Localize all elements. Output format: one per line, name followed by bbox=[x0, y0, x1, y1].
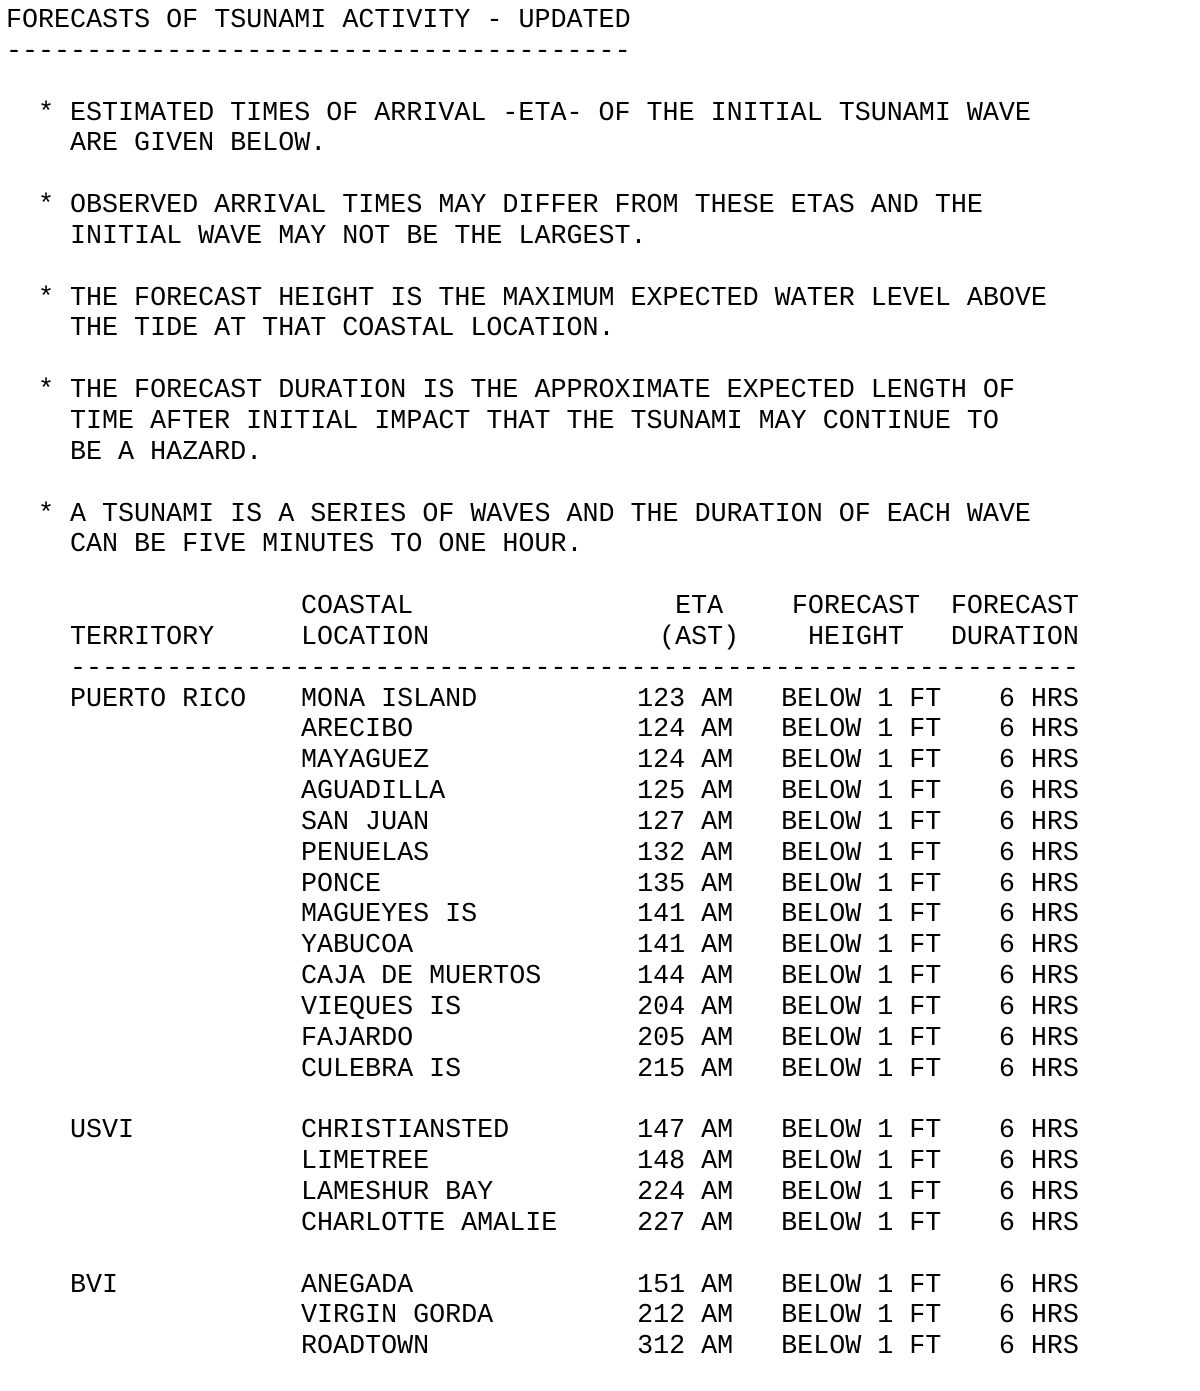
location-cell: CHRISTIANSTED bbox=[301, 1116, 510, 1147]
duration-cell: 6 HRS bbox=[998, 1178, 1079, 1209]
duration-cell: 6 HRS bbox=[998, 962, 1079, 993]
eta-cell: 204 AM bbox=[637, 993, 734, 1023]
height-cell: BELOW 1 FT bbox=[781, 1147, 942, 1178]
territory-cell bbox=[70, 962, 301, 993]
duration-cell: 6 HRS bbox=[998, 869, 1079, 900]
bullet-text: THE FORECAST DURATION IS THE APPROXIMATE EXPECTED LENGTH OF TIME AFTER INITIAL IMPACT THAT THE TSUNAMI MAY CONTINUE TO BE A HAZARD. bbox=[70, 376, 1015, 468]
title-rule: --------------------------------------- bbox=[6, 36, 631, 67]
spacer bbox=[6, 345, 1194, 376]
eta-cell: 147 AM bbox=[637, 1116, 734, 1147]
location-cell: VIEQUES IS bbox=[301, 993, 462, 1023]
bullet-text: THE FORECAST HEIGHT IS THE MAXIMUM EXPECTED WATER LEVEL ABOVE THE TIDE AT THAT COASTAL LOCATION. bbox=[70, 283, 1047, 345]
table-row bbox=[70, 993, 1079, 1024]
table-row bbox=[70, 1209, 1079, 1240]
height-cell: BELOW 1 FT bbox=[781, 1208, 942, 1239]
bullet-text: A TSUNAMI IS A SERIES OF WAVES AND THE DURATION OF EACH WAVE CAN BE FIVE MINUTES TO ONE HOUR. bbox=[70, 499, 1031, 561]
height-cell: BELOW 1 FT bbox=[781, 962, 942, 993]
duration-cell: 6 HRS bbox=[998, 931, 1079, 962]
territory-cell bbox=[70, 900, 301, 931]
location-cell: MAYAGUEZ bbox=[301, 746, 430, 777]
territory-cell bbox=[70, 808, 301, 839]
eta-cell: 141 AM bbox=[637, 931, 734, 962]
duration-cell: 6 HRS bbox=[998, 1054, 1079, 1085]
header-eta-top: ETA bbox=[675, 592, 724, 623]
location-cell: PENUELAS bbox=[301, 838, 430, 869]
location-cell: ARECIBO bbox=[301, 715, 414, 746]
duration-cell: 6 HRS bbox=[998, 1270, 1079, 1301]
table-header-row bbox=[70, 623, 1079, 654]
location-cell: CHARLOTTE AMALIE bbox=[301, 1208, 558, 1239]
eta-cell: 141 AM bbox=[637, 900, 734, 931]
table-rule: --------------------------------------------------------------- bbox=[70, 653, 1079, 684]
eta-cell: 212 AM bbox=[637, 1301, 734, 1332]
bullet-item bbox=[6, 500, 1194, 562]
duration-cell: 6 HRS bbox=[998, 777, 1079, 808]
eta-cell: 148 AM bbox=[637, 1147, 734, 1178]
duration-cell: 6 HRS bbox=[998, 1023, 1079, 1054]
table-row bbox=[70, 1055, 1079, 1086]
territory-cell bbox=[70, 1301, 301, 1332]
eta-cell: 312 AM bbox=[637, 1332, 734, 1363]
header-duration-top: FORECAST bbox=[950, 592, 1079, 623]
table-row bbox=[70, 1271, 1079, 1302]
spacer bbox=[6, 469, 1194, 500]
duration-cell: 6 HRS bbox=[998, 1208, 1079, 1239]
height-cell: BELOW 1 FT bbox=[781, 777, 942, 808]
spacer bbox=[70, 1086, 1079, 1117]
bullet-text: OBSERVED ARRIVAL TIMES MAY DIFFER FROM THESE ETAS AND THE INITIAL WAVE MAY NOT BE THE LARGEST. bbox=[70, 191, 983, 252]
table-row bbox=[70, 1332, 1079, 1363]
table-row bbox=[70, 777, 1079, 808]
forecast-body bbox=[70, 685, 1079, 1364]
height-cell: BELOW 1 FT bbox=[781, 1023, 942, 1054]
bullet-item bbox=[6, 376, 1194, 469]
territory-cell bbox=[70, 1147, 301, 1178]
spacer bbox=[6, 160, 1194, 191]
height-cell: BELOW 1 FT bbox=[781, 1178, 942, 1209]
header-height-top: FORECAST bbox=[791, 592, 921, 623]
eta-cell: 125 AM bbox=[637, 777, 734, 808]
height-cell: BELOW 1 FT bbox=[781, 684, 942, 715]
eta-cell: 127 AM bbox=[637, 807, 734, 838]
spacer bbox=[70, 1240, 1079, 1271]
duration-cell: 6 HRS bbox=[998, 715, 1079, 746]
height-cell: BELOW 1 FT bbox=[781, 1332, 942, 1363]
height-cell: BELOW 1 FT bbox=[781, 869, 942, 900]
duration-cell: 6 HRS bbox=[998, 1116, 1079, 1147]
bullet-item bbox=[6, 99, 1194, 161]
header-location-top: COASTAL bbox=[301, 592, 414, 623]
table-row bbox=[70, 1178, 1079, 1209]
territory-cell bbox=[70, 777, 301, 808]
table-row bbox=[70, 1116, 1079, 1147]
duration-cell: 6 HRS bbox=[998, 684, 1079, 715]
bullet-marker: * bbox=[38, 98, 55, 129]
table-row bbox=[70, 746, 1079, 777]
table-row bbox=[70, 808, 1079, 839]
header-territory-top bbox=[70, 592, 301, 623]
territory-cell: PUERTO RICO bbox=[70, 684, 247, 715]
height-cell: BELOW 1 FT bbox=[781, 1270, 942, 1301]
territory-cell bbox=[70, 746, 301, 777]
location-cell: CULEBRA IS bbox=[301, 1054, 462, 1085]
duration-cell: 6 HRS bbox=[998, 1147, 1079, 1178]
location-cell: ROADTOWN bbox=[301, 1332, 430, 1363]
location-cell: CAJA DE MUERTOS bbox=[301, 962, 542, 993]
territory-cell bbox=[70, 1209, 301, 1240]
table-row bbox=[70, 1301, 1079, 1332]
table-row bbox=[70, 685, 1079, 716]
territory-cell bbox=[70, 1024, 301, 1055]
header-height: HEIGHT bbox=[807, 622, 905, 653]
location-cell: MAGUEYES IS bbox=[301, 900, 478, 931]
table-rule-row bbox=[70, 654, 1079, 685]
territory-cell bbox=[70, 1332, 301, 1363]
bullet-item bbox=[6, 284, 1194, 346]
location-cell: LIMETREE bbox=[301, 1147, 430, 1178]
table-row bbox=[70, 1147, 1079, 1178]
height-cell: BELOW 1 FT bbox=[781, 838, 942, 869]
bullet-list bbox=[6, 99, 1194, 562]
page-title: FORECASTS OF TSUNAMI ACTIVITY - UPDATED bbox=[6, 6, 631, 36]
territory-cell bbox=[70, 993, 301, 1024]
bullet-text: ESTIMATED TIMES OF ARRIVAL -ETA- OF THE INITIAL TSUNAMI WAVE ARE GIVEN BELOW. bbox=[70, 98, 1031, 160]
header-duration: DURATION bbox=[950, 622, 1079, 653]
territory-cell bbox=[70, 715, 301, 746]
duration-cell: 6 HRS bbox=[998, 838, 1079, 869]
bullet-marker: * bbox=[38, 191, 55, 222]
eta-cell: 151 AM bbox=[637, 1270, 734, 1301]
eta-cell: 135 AM bbox=[637, 869, 734, 900]
duration-cell: 6 HRS bbox=[998, 1301, 1079, 1332]
bullet-marker: * bbox=[38, 283, 55, 314]
group-spacer bbox=[70, 1240, 1079, 1271]
spacer bbox=[6, 253, 1194, 284]
forecast-table bbox=[70, 592, 1079, 1363]
eta-cell: 205 AM bbox=[637, 1023, 734, 1054]
duration-cell: 6 HRS bbox=[998, 1332, 1079, 1363]
duration-cell: 6 HRS bbox=[998, 746, 1079, 777]
territory-cell: USVI bbox=[70, 1116, 135, 1147]
location-cell: SAN JUAN bbox=[301, 807, 430, 838]
territory-cell bbox=[70, 1055, 301, 1086]
location-cell: FAJARDO bbox=[301, 1023, 414, 1054]
duration-cell: 6 HRS bbox=[998, 993, 1079, 1023]
bullet-marker: * bbox=[38, 376, 55, 407]
height-cell: BELOW 1 FT bbox=[781, 746, 942, 777]
spacer bbox=[6, 561, 1194, 592]
height-cell: BELOW 1 FT bbox=[781, 1116, 942, 1147]
height-cell: BELOW 1 FT bbox=[781, 807, 942, 838]
table-row bbox=[70, 870, 1079, 901]
location-cell: LAMESHUR BAY bbox=[301, 1178, 494, 1209]
bullet-item bbox=[6, 191, 1194, 253]
header-location: LOCATION bbox=[301, 622, 430, 653]
eta-cell: 227 AM bbox=[637, 1208, 734, 1239]
bullet-marker: * bbox=[38, 499, 55, 530]
territory-cell bbox=[70, 931, 301, 962]
duration-cell: 6 HRS bbox=[998, 900, 1079, 931]
territory-cell bbox=[70, 870, 301, 901]
header-territory: TERRITORY bbox=[70, 622, 215, 653]
eta-cell: 124 AM bbox=[637, 746, 734, 777]
bulletin bbox=[6, 6, 1194, 1363]
table-row bbox=[70, 900, 1079, 931]
eta-cell: 132 AM bbox=[637, 838, 734, 869]
height-cell: BELOW 1 FT bbox=[781, 993, 942, 1023]
location-cell: ANEGADA bbox=[301, 1270, 414, 1301]
table-row bbox=[70, 715, 1079, 746]
duration-cell: 6 HRS bbox=[998, 807, 1079, 838]
table-row bbox=[70, 839, 1079, 870]
height-cell: BELOW 1 FT bbox=[781, 931, 942, 962]
eta-cell: 215 AM bbox=[637, 1054, 734, 1085]
height-cell: BELOW 1 FT bbox=[781, 1054, 942, 1085]
location-cell: MONA ISLAND bbox=[301, 684, 478, 715]
table-row bbox=[70, 1024, 1079, 1055]
eta-cell: 123 AM bbox=[637, 684, 734, 715]
height-cell: BELOW 1 FT bbox=[781, 715, 942, 746]
header-eta: (AST) bbox=[659, 622, 740, 653]
location-cell: PONCE bbox=[301, 869, 382, 900]
table-header-row bbox=[70, 592, 1079, 623]
eta-cell: 124 AM bbox=[637, 715, 734, 746]
eta-cell: 144 AM bbox=[637, 962, 734, 993]
territory-cell bbox=[70, 1178, 301, 1209]
height-cell: BELOW 1 FT bbox=[781, 900, 942, 931]
spacer bbox=[6, 68, 1194, 99]
table-row bbox=[70, 931, 1079, 962]
height-cell: BELOW 1 FT bbox=[781, 1301, 942, 1332]
group-spacer bbox=[70, 1086, 1079, 1117]
territory-cell: BVI bbox=[70, 1270, 119, 1301]
territory-cell bbox=[70, 839, 301, 870]
table-row bbox=[70, 962, 1079, 993]
eta-cell: 224 AM bbox=[637, 1178, 734, 1209]
location-cell: YABUCOA bbox=[301, 931, 414, 962]
location-cell: VIRGIN GORDA bbox=[301, 1301, 494, 1332]
location-cell: AGUADILLA bbox=[301, 777, 446, 808]
